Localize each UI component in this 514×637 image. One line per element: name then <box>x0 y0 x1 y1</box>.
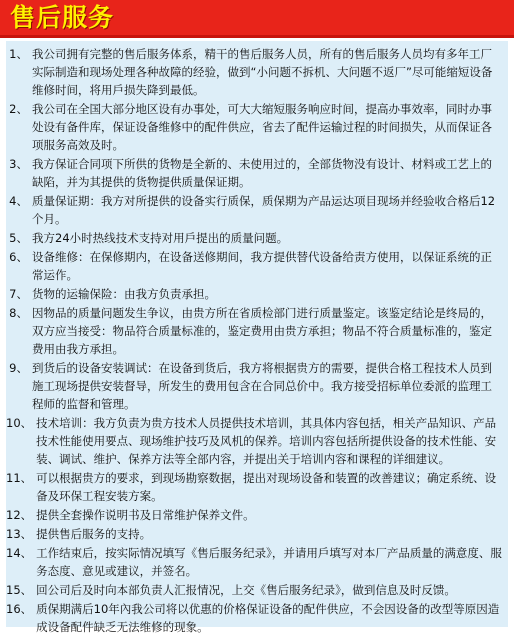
list-item <box>6 285 508 303</box>
item-text: 提供全套操作说明书及日常维护保养文件。 <box>36 508 255 522</box>
title-banner <box>0 0 514 38</box>
service-list <box>6 45 508 637</box>
list-item <box>6 359 508 413</box>
list-item <box>6 525 508 543</box>
item-number: 8、 <box>9 306 28 320</box>
item-text: 技术培训：我方负责为贵方技术人员提供技术培训，其具体内容包括，相关产品知识、产品技术性能使用要点、现场维护技巧及风机的保养。培训内容包括所提供设备的技术性能、安装、调试、维护、保养方法等全部内容，并提出关于培训内容和课程的详细建议。 <box>36 416 497 466</box>
item-text: 货物的运输保险：由我方负责承担。 <box>32 287 216 301</box>
item-number: 7、 <box>9 287 28 301</box>
list-item <box>6 192 508 228</box>
item-text: 我方24小时热线技术支持对用戶提出的质量问题。 <box>32 231 289 245</box>
item-text: 工作结束后，按实际情况填写《售后服务纪录》，并请用戶填写对本厂产品质量的满意度、服务态度、意见或建议，并签名。 <box>36 546 502 578</box>
item-number: 5、 <box>9 231 28 245</box>
item-text: 可以根据贵方的要求，到现场勘察数据，提出对现场设备和装置的改善建议；确定系统、设备及环保工程安装方案。 <box>36 471 497 503</box>
list-item <box>6 414 508 468</box>
list-item <box>6 45 508 99</box>
list-item <box>6 581 508 599</box>
item-text: 因物品的质量问题发生争议，由贵方所在省质检部门进行质量鉴定。该鉴定结论是终局的，双方应当接受：物品符合质量标准的，鉴定费用由贵方承担；物品不符合质量标准的，鉴定费用由我方承担。 <box>32 306 492 356</box>
list-item <box>6 155 508 191</box>
item-number: 14、 <box>6 546 33 560</box>
item-text: 设备维修：在保修期内，在设备送修期间，我方提供替代设备给责方使用，以保证系统的正常运作。 <box>32 250 492 282</box>
item-number: 1、 <box>9 47 28 61</box>
item-text: 到货后的设备安装调试：在设备到货后，我方将根据贵方的需要，提供合格工程技术人员到施工现场提供安装督导，所发生的费用包含在合同总价中。我方接受招标单位委派的监理工程师的监督和管理。 <box>32 361 492 411</box>
item-number: 9、 <box>9 361 28 375</box>
item-number: 13、 <box>6 527 33 541</box>
list-item <box>6 544 508 580</box>
list-item <box>6 469 508 505</box>
list-item <box>6 304 508 358</box>
list-item <box>6 506 508 524</box>
content-panel <box>6 41 508 634</box>
page-title: 售后服务 <box>10 3 115 32</box>
item-number: 11、 <box>6 471 33 485</box>
list-item <box>6 248 508 284</box>
list-item <box>6 229 508 247</box>
item-number: 4、 <box>9 194 28 208</box>
item-text: 我方保证合同项下所供的货物是全新的、未使用过的，全部货物没有设计、材料或工艺上的缺陷，并为其提供的货物提供质量保证期。 <box>32 157 492 189</box>
item-text: 质保期满后10年內我公司将以优惠的价格保证设备的配件供应，不会因设备的改型等原因造成设备配件缺乏无法维修的现象。 <box>36 602 500 634</box>
item-number: 15、 <box>6 583 33 597</box>
item-number: 10、 <box>6 416 33 430</box>
item-text: 回公司后及时向本部负责人汇报情况，上交《售后服务纪录》，做到信息及时反馈。 <box>36 583 456 597</box>
item-number: 3、 <box>9 157 28 171</box>
list-item <box>6 100 508 154</box>
item-text: 提供售后服务的支持。 <box>36 527 152 541</box>
item-text: 我公司在全国大部分地区设有办事处，可大大缩短服务响应时间，提高办事效率，同时办事处设有备件库，保证设备维修中的配件供应，省去了配件运输过程的时间损失，从而保证各项服务高效及时。 <box>32 102 492 152</box>
item-number: 2、 <box>9 102 28 116</box>
item-number: 6、 <box>9 250 28 264</box>
item-text: 质量保证期：我方对所提供的设备实行质保，质保期为产品运达项目现场并经验收合格后12个月。 <box>32 194 496 226</box>
item-number: 16、 <box>6 602 33 616</box>
item-text: 我公司拥有完整的售后服务体系，精干的售后服务人员，所有的售后服务人员均有多年工厂实际制造和现场处理各种故障的经验，做到“小问题不拆机、大问题不返厂”尽可能缩短设备维修时间，将用戶损失降到最低。 <box>32 47 493 97</box>
item-number: 12、 <box>6 508 33 522</box>
